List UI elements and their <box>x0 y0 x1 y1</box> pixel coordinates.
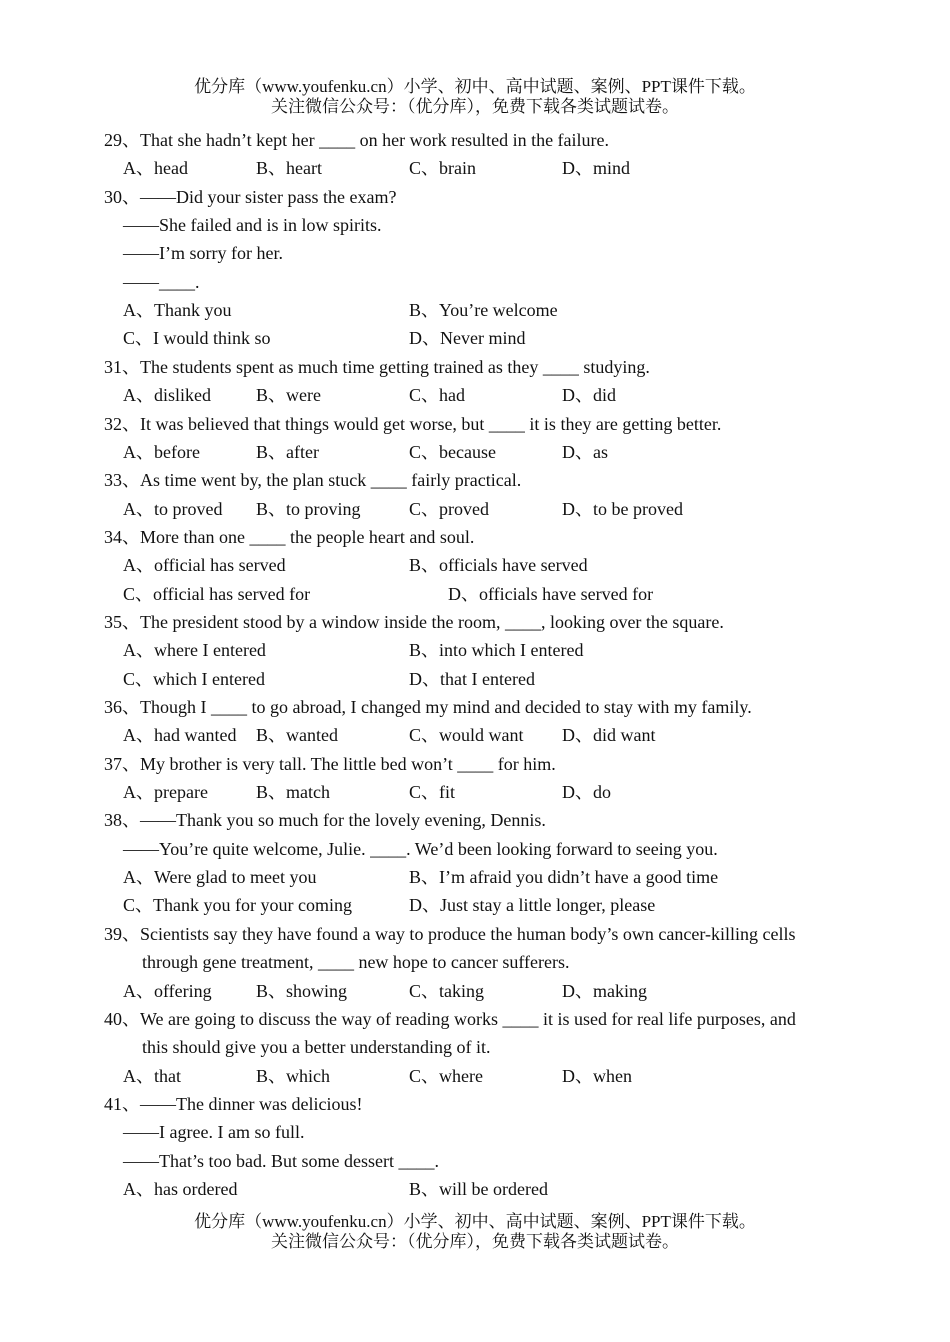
answer-option: B、were <box>256 385 321 405</box>
question-stem: 30、——Did your sister pass the exam? <box>104 187 397 207</box>
answer-option: D、that I entered <box>409 669 535 689</box>
answer-option: A、had wanted <box>123 725 237 745</box>
question-stem: 34、More than one ____ the people heart and soul. <box>104 527 475 547</box>
answer-option: A、offering <box>123 981 212 1001</box>
answer-option: D、Just stay a little longer, please <box>409 895 656 915</box>
answer-option: A、official has served <box>123 555 286 575</box>
answer-option: B、after <box>256 442 319 462</box>
answer-option: A、has ordered <box>123 1179 238 1199</box>
answer-option: A、Were glad to meet you <box>123 867 317 887</box>
answer-option: C、taking <box>409 981 484 1001</box>
question-stem: 36、Though I ____ to go abroad, I changed my mind and decided to stay with my family. <box>104 697 752 717</box>
header-line-1: 优分库（www.youfenku.cn）小学、初中、高中试题、案例、PPT课件下载。 <box>194 77 756 96</box>
answer-option: B、showing <box>256 981 348 1001</box>
answer-option: C、which I entered <box>123 669 265 689</box>
answer-option: A、prepare <box>123 782 208 802</box>
answer-option: D、mind <box>562 158 631 178</box>
answer-option: D、as <box>562 442 608 462</box>
answer-option: B、to proving <box>256 499 361 519</box>
answer-option: D、officials have served for <box>448 584 654 604</box>
question-stem: 39、Scientists say they have found a way to produce the human body’s own cancer-killing cells <box>104 924 796 944</box>
answer-option: B、into which I entered <box>409 640 584 660</box>
question-line: ——____. <box>123 272 200 292</box>
answer-option: D、do <box>562 782 611 802</box>
question-stem: 40、We are going to discuss the way of reading works ____ it is used for real life purposes, and <box>104 1009 796 1029</box>
answer-option: B、officials have served <box>409 555 588 575</box>
answer-option: D、did want <box>562 725 656 745</box>
question-line: through gene treatment, ____ new hope to cancer sufferers. <box>142 952 570 972</box>
answer-option: C、had <box>409 385 465 405</box>
answer-option: C、proved <box>409 499 489 519</box>
question-stem: 29、That she hadn’t kept her ____ on her work resulted in the failure. <box>104 130 610 150</box>
answer-option: B、which <box>256 1066 330 1086</box>
footer-line-2: 关注微信公众号：（优分库），免费下载各类试题试卷。 <box>271 1232 679 1251</box>
answer-option: A、head <box>123 158 188 178</box>
question-line: this should give you a better understanding of it. <box>142 1037 491 1057</box>
answer-option: B、heart <box>256 158 322 178</box>
question-line: ——I agree. I am so full. <box>123 1122 305 1142</box>
answer-option: D、to be proved <box>562 499 683 519</box>
question-stem: 35、The president stood by a window inside the room, ____, looking over the square. <box>104 612 724 632</box>
answer-option: C、official has served for <box>123 584 311 604</box>
question-line: ——That’s too bad. But some dessert ____. <box>123 1151 439 1171</box>
question-line: ——She failed and is in low spirits. <box>123 215 382 235</box>
header-line-2: 关注微信公众号：（优分库），免费下载各类试题试卷。 <box>271 97 679 116</box>
page-header <box>0 77 950 117</box>
answer-option: A、where I entered <box>123 640 266 660</box>
question-stem: 37、My brother is very tall. The little bed won’t ____ for him. <box>104 754 556 774</box>
question-stem: 32、It was believed that things would get worse, but ____ it is they are getting better. <box>104 414 722 434</box>
answer-option: B、I’m afraid you didn’t have a good time <box>409 867 719 887</box>
page-footer <box>0 1212 950 1252</box>
answer-option: A、before <box>123 442 200 462</box>
answer-option: C、fit <box>409 782 456 802</box>
answer-option: B、will be ordered <box>409 1179 548 1199</box>
answer-option: C、would want <box>409 725 524 745</box>
answer-option: A、disliked <box>123 385 211 405</box>
question-line: ——I’m sorry for her. <box>123 243 283 263</box>
answer-option: A、that <box>123 1066 181 1086</box>
answer-option: C、where <box>409 1066 483 1086</box>
answer-option: C、brain <box>409 158 476 178</box>
question-stem: 33、As time went by, the plan stuck ____ fairly practical. <box>104 470 522 490</box>
answer-option: D、when <box>562 1066 632 1086</box>
answer-option: C、Thank you for your coming <box>123 895 352 915</box>
answer-option: C、I would think so <box>123 328 271 348</box>
answer-option: C、because <box>409 442 496 462</box>
answer-option: B、wanted <box>256 725 338 745</box>
question-stem: 41、——The dinner was delicious! <box>104 1094 363 1114</box>
answer-option: D、making <box>562 981 647 1001</box>
question-line: ——You’re quite welcome, Julie. ____. We’d been looking forward to seeing you. <box>123 839 718 859</box>
answer-option: B、match <box>256 782 330 802</box>
answer-option: A、Thank you <box>123 300 232 320</box>
answer-option: B、You’re welcome <box>409 300 558 320</box>
answer-option: D、did <box>562 385 616 405</box>
question-stem: 38、——Thank you so much for the lovely evening, Dennis. <box>104 810 546 830</box>
footer-line-1: 优分库（www.youfenku.cn）小学、初中、高中试题、案例、PPT课件下载。 <box>194 1212 756 1231</box>
question-stem: 31、The students spent as much time getting trained as they ____ studying. <box>104 357 650 377</box>
answer-option: D、Never mind <box>409 328 526 348</box>
answer-option: A、to proved <box>123 499 223 519</box>
